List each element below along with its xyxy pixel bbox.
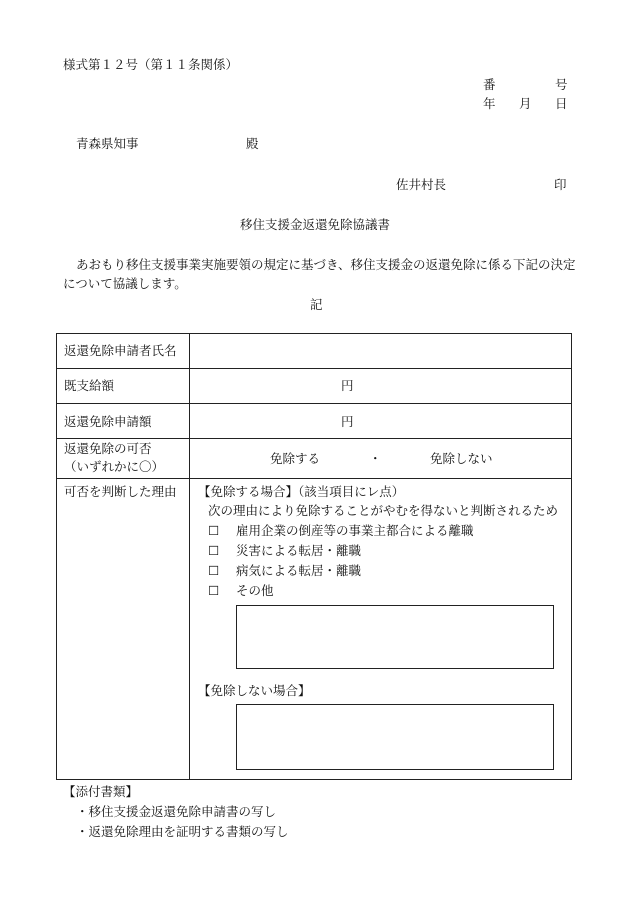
date-day: 日 [555, 96, 568, 111]
not-exempt-reason-textbox[interactable] [236, 704, 554, 770]
paid-amount-field[interactable] [196, 371, 564, 400]
requested-amount-label: 返還免除申請額 [64, 414, 152, 429]
reason-item[interactable] [208, 585, 274, 598]
applicant-name-field[interactable] [196, 338, 564, 364]
date-year: 年 [483, 96, 496, 111]
reason-item-label: 病気による転居・離職 [235, 563, 361, 578]
requested-amount-field[interactable] [196, 406, 564, 435]
checkbox-icon[interactable]: ☐ [208, 583, 220, 598]
reason-item[interactable] [208, 565, 361, 578]
form-number: 様式第１２号（第１１条関係） [63, 57, 239, 72]
sender-name: 佐井村長 [396, 177, 447, 192]
reason-item[interactable] [208, 545, 361, 558]
seal-mark: 印 [554, 177, 567, 192]
date-month: 月 [519, 96, 532, 111]
ki-marker: 記 [310, 297, 323, 312]
decision-label-note: （いずれかに〇） [64, 459, 165, 474]
attachment-item: ・返還免除理由を証明する書類の写し [76, 824, 289, 839]
addressee-name: 青森県知事 [76, 136, 139, 151]
attachments-heading: 【添付書類】 [63, 784, 139, 799]
table-border-top [56, 333, 572, 334]
checkbox-icon[interactable]: ☐ [208, 543, 220, 558]
decision-label: 返還免除の可否 [64, 441, 152, 456]
exemption-form-table [56, 333, 572, 780]
table-row-divider [56, 368, 572, 369]
reason-label: 可否を判断した理由 [64, 484, 177, 499]
addressee-honorific: 殿 [246, 136, 259, 151]
not-exempt-section-heading: 【免除しない場合】 [198, 683, 311, 698]
option-exempt[interactable]: 免除する [270, 451, 321, 466]
exempt-intro: 次の理由により免除することがやむを得ないと判断されるため [208, 503, 559, 518]
body-line-2: について協議します。 [63, 276, 187, 291]
option-not-exempt[interactable]: 免除しない [430, 451, 493, 466]
body-line-1: あおもり移住支援事業実施要領の規定に基づき、移住支援金の返還免除に係る下記の決定 [76, 257, 576, 272]
checkbox-icon[interactable]: ☐ [208, 523, 220, 538]
reason-item[interactable] [208, 525, 474, 538]
table-row-divider [56, 438, 572, 439]
number-label-ban: 番 [483, 77, 496, 92]
table-border-right [571, 333, 572, 780]
number-label-go: 号 [555, 77, 568, 92]
table-row-divider [56, 403, 572, 404]
table-border-bottom [56, 779, 572, 780]
table-border-left [56, 333, 57, 780]
paid-amount-label: 既支給額 [64, 378, 115, 393]
attachment-item: ・移住支援金返還免除申請書の写し [76, 804, 277, 819]
option-separator: ・ [369, 451, 382, 466]
reason-item-label: 災害による転居・離職 [235, 543, 361, 558]
reason-item-label: 雇用企業の倒産等の事業主都合による離職 [235, 523, 474, 538]
reason-item-label: その他 [235, 583, 274, 598]
requested-amount-unit: 円 [341, 414, 354, 429]
paid-amount-unit: 円 [341, 378, 354, 393]
checkbox-icon[interactable]: ☐ [208, 563, 220, 578]
table-column-divider [189, 333, 190, 780]
document-title: 移住支援金返還免除協議書 [240, 217, 391, 232]
exempt-section-heading: 【免除する場合】（該当項目にレ点） [198, 484, 405, 499]
applicant-name-label: 返還免除申請者氏名 [64, 343, 177, 358]
table-row-divider [56, 478, 572, 479]
other-reason-textbox[interactable] [236, 605, 554, 669]
